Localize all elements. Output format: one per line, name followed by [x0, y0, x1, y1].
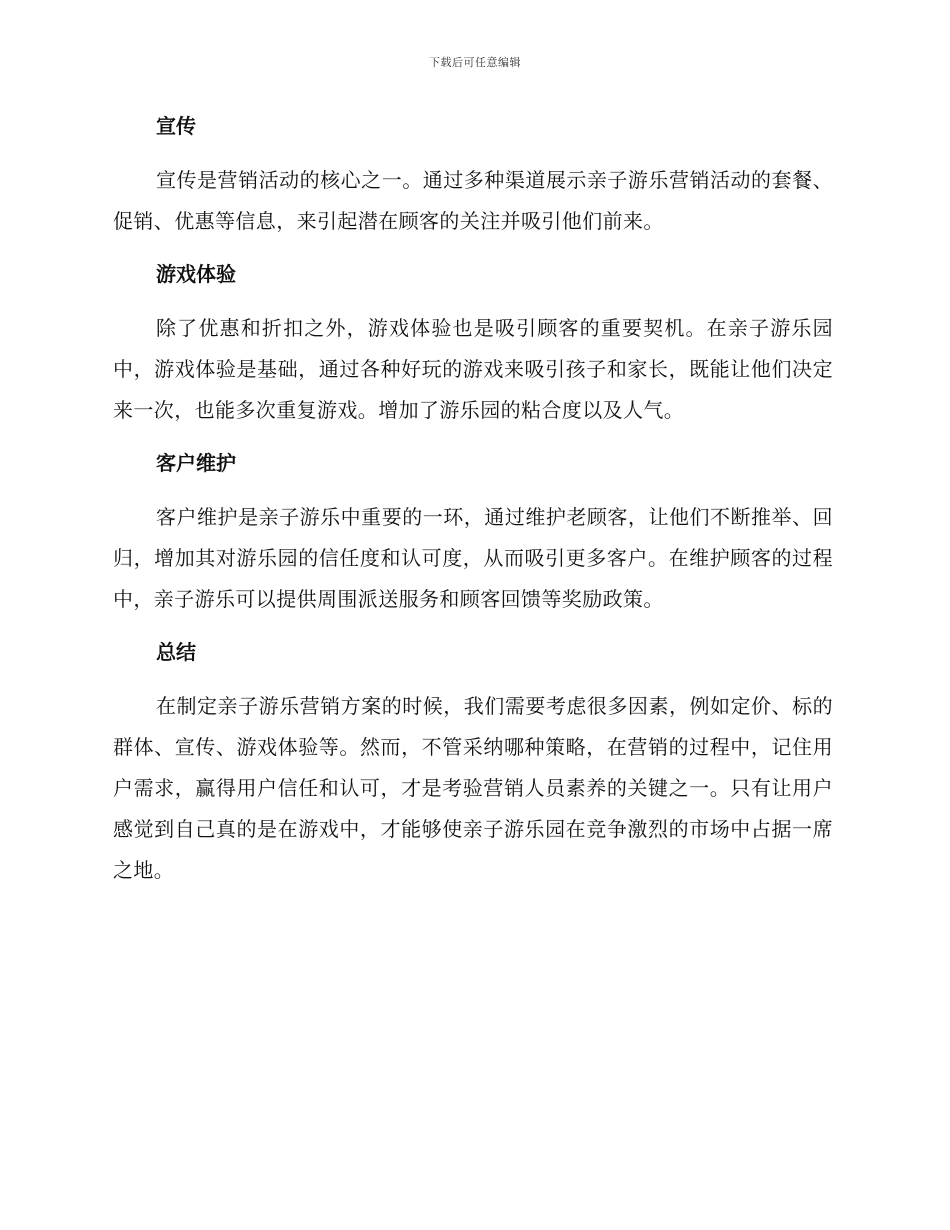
document-body	[113, 110, 833, 907]
section-promotion	[113, 110, 833, 242]
section-customer-maintenance	[113, 447, 833, 620]
section-paragraph: 除了优惠和折扣之外，游戏体验也是吸引顾客的重要契机。在亲子游乐园中，游戏体验是基础，通过各种好玩的游戏来吸引孩子和家长，既能让他们决定来一次，也能多次重复游戏。增加了游乐园的粘合度以及人气。	[113, 316, 833, 422]
section-game-experience	[113, 258, 833, 431]
section-summary	[113, 636, 833, 891]
section-heading: 游戏体验	[156, 262, 236, 286]
section-paragraph: 宣传是营销活动的核心之一。通过多种渠道展示亲子游乐营销活动的套餐、促销、优惠等信息，来引起潜在顾客的关注并吸引他们前来。	[113, 168, 833, 233]
header-note: 下载后可任意编辑	[429, 56, 521, 69]
section-heading: 总结	[156, 640, 196, 664]
section-paragraph: 在制定亲子游乐营销方案的时候，我们需要考虑很多因素，例如定价、标的群体、宣传、游戏体验等。然而，不管采纳哪种策略，在营销的过程中，记住用户需求，赢得用户信任和认可，才是考验营销人员素养的关键之一。只有让用户感觉到自己真的是在游戏中，才能够使亲子游乐园在竞争激烈的市场中占据一席之地。	[113, 694, 833, 882]
section-heading: 客户维护	[156, 451, 236, 475]
section-heading: 宣传	[156, 114, 196, 138]
section-paragraph: 客户维护是亲子游乐中重要的一环，通过维护老顾客，让他们不断推举、回归，增加其对游乐园的信任度和认可度，从而吸引更多客户。在维护顾客的过程中，亲子游乐可以提供周围派送服务和顾客回馈等奖励政策。	[113, 505, 833, 611]
